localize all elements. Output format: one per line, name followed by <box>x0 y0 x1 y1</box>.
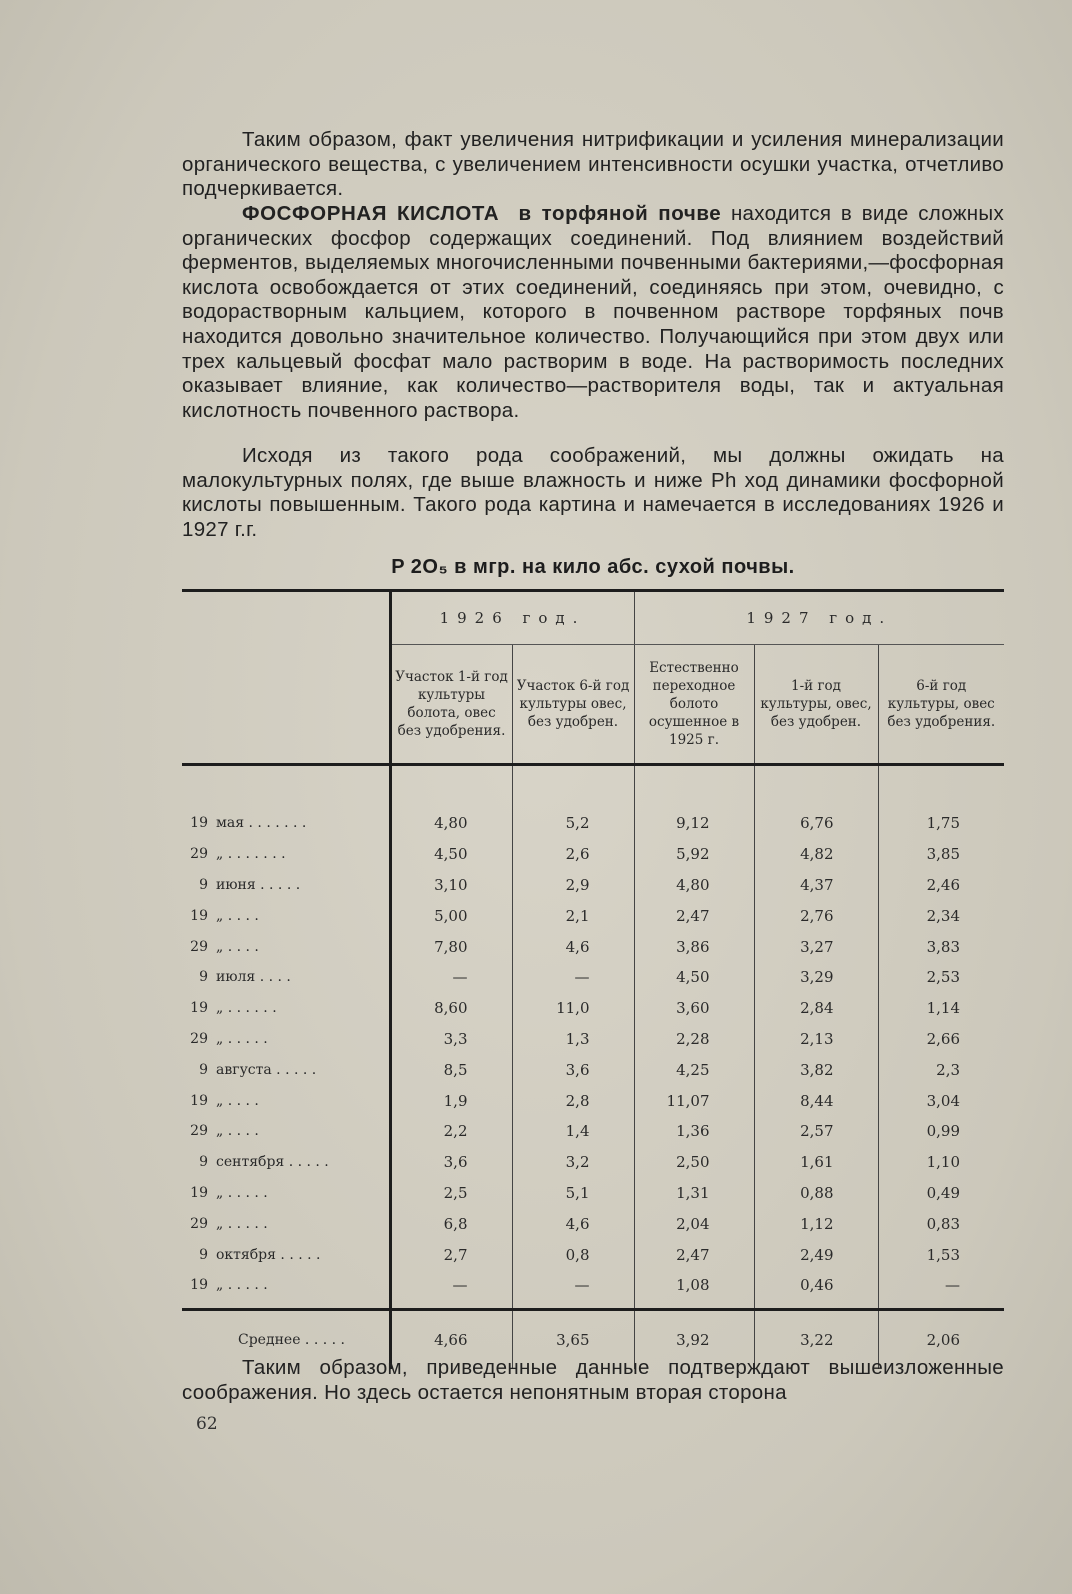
col-header-1926-plot1: Участок 1-й год культуры болота, овес без удобрения. <box>390 645 512 765</box>
paragraph-4-text: Таким образом, приведенные данные подтверждают вышеизложенные соображения. Но здесь остается непонятным вторая сторона <box>182 1356 1004 1404</box>
table-cell: 8,5 <box>390 1054 512 1085</box>
date-month: „ . . . . <box>216 938 259 955</box>
date-month: „ . . . . . . . <box>216 846 286 863</box>
table-cell: 1,3 <box>512 1024 634 1055</box>
col-header-1927-year1: 1-й год культуры, овес, без удобрен. <box>754 645 878 765</box>
table-cell: 2,6 <box>512 839 634 870</box>
table-cell: 2,46 <box>878 870 1004 901</box>
table-cell: 2,66 <box>878 1024 1004 1055</box>
table-cell: 2,2 <box>390 1116 512 1147</box>
table-row <box>182 993 1004 1024</box>
table-cell: 3,86 <box>634 931 754 962</box>
date-label <box>182 1270 390 1309</box>
table-cell: 2,9 <box>512 870 634 901</box>
date-label <box>182 931 390 962</box>
date-day: 9 <box>199 1154 208 1171</box>
table-cell: 2,47 <box>634 900 754 931</box>
table-cell: 3,60 <box>634 993 754 1024</box>
table-cell: 1,10 <box>878 1147 1004 1178</box>
table-cell: 2,53 <box>878 962 1004 993</box>
table-cell: 3,82 <box>754 1054 878 1085</box>
stub-header <box>182 591 390 765</box>
spacer-row <box>182 765 1004 809</box>
table-caption: P 2O₅ в мгр. на кило абс. сухой почвы. <box>391 556 795 578</box>
col-header-1926-plot6: Участок 6-й год культуры овес, без удобрен. <box>512 645 634 765</box>
date-month: „ . . . . . <box>216 1277 268 1294</box>
table-cell: 11,07 <box>634 1085 754 1116</box>
date-label <box>182 1147 390 1178</box>
date-label <box>182 808 390 839</box>
table-row <box>182 1024 1004 1055</box>
table-cell: 2,50 <box>634 1147 754 1178</box>
date-day: 19 <box>190 1000 208 1017</box>
table-cell: 0,49 <box>878 1178 1004 1209</box>
table-cell: 0,88 <box>754 1178 878 1209</box>
date-day: 29 <box>190 938 208 955</box>
col-header-1927-year6: 6-й год культуры, овес без удобрения. <box>878 645 1004 765</box>
table-row <box>182 1178 1004 1209</box>
table-cell: 2,34 <box>878 900 1004 931</box>
table-cell: 2,28 <box>634 1024 754 1055</box>
average-value: 3,22 <box>754 1309 878 1369</box>
date-month: „ . . . . . <box>216 1215 268 1232</box>
paragraph-4 <box>182 1356 1004 1405</box>
date-month: октября . . . . . <box>216 1246 321 1263</box>
table-cell: 4,50 <box>390 839 512 870</box>
table-cell: — <box>512 1270 634 1309</box>
date-month: „ . . . . <box>216 1123 259 1140</box>
table-row <box>182 931 1004 962</box>
table-cell: — <box>390 1270 512 1309</box>
date-month: августа . . . . . <box>216 1061 317 1078</box>
date-month: июля . . . . <box>216 969 291 986</box>
table-row <box>182 1239 1004 1270</box>
paragraph-3 <box>182 444 1004 542</box>
table-cell: 1,4 <box>512 1116 634 1147</box>
paragraph-2-text: находится в виде сложных органических фосфор содержащих соединений. Под влиянием воздействий ферментов, выделяемых многочисленными почвенными бактериями,—фосфорная кислота освобождается от этих соединений, соединяясь при этом, очевидно, с водорастворным кальцием, которого в почвенном растворе торфяных почв находится довольно значительное количество. Получающийся при этом двух или трех кальцевый фосфат мало растворим в воде. На растворимость последних оказывает влияние, как количество—растворителя воды, так и актуальная кислотность почвенного раствора. <box>182 202 1004 422</box>
table-cell: 4,37 <box>754 870 878 901</box>
date-label <box>182 1024 390 1055</box>
table-cell: 2,8 <box>512 1085 634 1116</box>
date-day: 19 <box>190 1092 208 1109</box>
table-cell: 9,12 <box>634 808 754 839</box>
date-day: 19 <box>190 1277 208 1294</box>
table-cell: 4,6 <box>512 931 634 962</box>
table-row <box>182 962 1004 993</box>
date-day: 29 <box>190 1123 208 1140</box>
table-row <box>182 870 1004 901</box>
date-label <box>182 839 390 870</box>
table-cell: 1,36 <box>634 1116 754 1147</box>
table-cell: 2,13 <box>754 1024 878 1055</box>
table-cell: 2,7 <box>390 1239 512 1270</box>
year-1926-header: 1926 год. <box>390 591 634 645</box>
date-day: 29 <box>190 1215 208 1232</box>
average-value: 2,06 <box>878 1309 1004 1369</box>
date-day: 9 <box>199 969 208 986</box>
table-cell: 2,04 <box>634 1208 754 1239</box>
date-label <box>182 1239 390 1270</box>
table-cell: — <box>390 962 512 993</box>
table-cell: 3,6 <box>512 1054 634 1085</box>
table-cell: 3,29 <box>754 962 878 993</box>
table-row <box>182 900 1004 931</box>
paragraph-1 <box>182 128 1004 202</box>
date-day: 29 <box>190 1030 208 1047</box>
table-cell: 4,80 <box>390 808 512 839</box>
date-day: 9 <box>199 1061 208 1078</box>
table-cell: 2,1 <box>512 900 634 931</box>
date-month: сентября . . . . . <box>216 1154 329 1171</box>
table-cell: 0,99 <box>878 1116 1004 1147</box>
table-cell: 4,25 <box>634 1054 754 1085</box>
table-cell: 8,44 <box>754 1085 878 1116</box>
table-cell: 5,92 <box>634 839 754 870</box>
table-cell: 0,83 <box>878 1208 1004 1239</box>
date-month: июня . . . . . <box>216 876 301 893</box>
date-label <box>182 870 390 901</box>
table-cell: 1,12 <box>754 1208 878 1239</box>
date-day: 29 <box>190 846 208 863</box>
table-cell: 2,49 <box>754 1239 878 1270</box>
average-value: 3,65 <box>512 1309 634 1369</box>
date-day: 19 <box>190 815 208 832</box>
paragraph-1-text: Таким образом, факт увеличения нитрификации и усиления минерализации органического вещества, с увеличением интенсивности осушки участка, отчетливо подчеркивается. <box>182 128 1004 201</box>
table-cell: 3,10 <box>390 870 512 901</box>
table-cell: 3,04 <box>878 1085 1004 1116</box>
table-row <box>182 1054 1004 1085</box>
phosphoric-acid-table <box>182 589 1004 1369</box>
table-cell: 2,84 <box>754 993 878 1024</box>
average-label: Среднее . . . . . <box>182 1309 390 1369</box>
date-day: 9 <box>199 876 208 893</box>
table-row <box>182 808 1004 839</box>
table-cell: 4,80 <box>634 870 754 901</box>
table-cell: 5,1 <box>512 1178 634 1209</box>
table-cell: 3,6 <box>390 1147 512 1178</box>
date-label <box>182 1208 390 1239</box>
table-cell: 1,61 <box>754 1147 878 1178</box>
table-cell: 3,85 <box>878 839 1004 870</box>
table-cell: 6,76 <box>754 808 878 839</box>
col-header-1927-natural: Естественно переходное болото осушенное в 1925 г. <box>634 645 754 765</box>
table-cell: 8,60 <box>390 993 512 1024</box>
table-cell: 4,6 <box>512 1208 634 1239</box>
table-cell: 5,00 <box>390 900 512 931</box>
table-cell: 1,14 <box>878 993 1004 1024</box>
table-cell: 3,27 <box>754 931 878 962</box>
table-cell: 2,57 <box>754 1116 878 1147</box>
table-row <box>182 839 1004 870</box>
average-value: 3,92 <box>634 1309 754 1369</box>
date-label <box>182 993 390 1024</box>
date-month: „ . . . . <box>216 1092 259 1109</box>
table-cell: 2,76 <box>754 900 878 931</box>
table-cell: 1,9 <box>390 1085 512 1116</box>
table-cell: 1,08 <box>634 1270 754 1309</box>
table-cell: — <box>878 1270 1004 1309</box>
table-cell: 0,8 <box>512 1239 634 1270</box>
paragraph-3-text: Исходя из такого рода соображений, мы должны ожидать на малокультурных полях, где выше влажность и ниже Ph ход динамики фосфорной кислоты повышенным. Такого рода картина и намечается в исследованиях 1926 и 1927 г.г. <box>182 444 1004 541</box>
date-label <box>182 962 390 993</box>
date-month: „ . . . . . . <box>216 1000 277 1017</box>
table-row <box>182 1116 1004 1147</box>
table-cell: 7,80 <box>390 931 512 962</box>
peat-soil-phrase: в торфяной почве <box>518 202 722 225</box>
date-day: 19 <box>190 1184 208 1201</box>
table-cell: 1,31 <box>634 1178 754 1209</box>
date-label <box>182 1085 390 1116</box>
table-cell: 4,82 <box>754 839 878 870</box>
table-cell: 0,46 <box>754 1270 878 1309</box>
table-cell: 6,8 <box>390 1208 512 1239</box>
table-cell: — <box>512 962 634 993</box>
date-label <box>182 900 390 931</box>
page-number: 62 <box>196 1414 218 1434</box>
table-cell: 3,3 <box>390 1024 512 1055</box>
year-header-row <box>182 591 1004 645</box>
table-row <box>182 1085 1004 1116</box>
table-cell: 3,2 <box>512 1147 634 1178</box>
date-month: мая . . . . . . . <box>216 815 307 832</box>
table-cell: 4,50 <box>634 962 754 993</box>
date-month: „ . . . . . <box>216 1030 268 1047</box>
phosphoric-acid-heading: ФОСФОРНАЯ КИСЛОТА <box>242 202 500 225</box>
date-day: 9 <box>199 1246 208 1263</box>
table-cell: 2,47 <box>634 1239 754 1270</box>
date-month: „ . . . . <box>216 907 259 924</box>
table-row <box>182 1208 1004 1239</box>
average-value: 4,66 <box>390 1309 512 1369</box>
table-cell: 5,2 <box>512 808 634 839</box>
date-day: 19 <box>190 907 208 924</box>
date-label <box>182 1054 390 1085</box>
date-label <box>182 1178 390 1209</box>
table-cell: 2,5 <box>390 1178 512 1209</box>
table-cell: 1,75 <box>878 808 1004 839</box>
table-cell: 11,0 <box>512 993 634 1024</box>
date-month: „ . . . . . <box>216 1184 268 1201</box>
table-row <box>182 1270 1004 1309</box>
date-label <box>182 1116 390 1147</box>
year-1927-header: 1927 год. <box>634 591 1004 645</box>
table-cell: 3,83 <box>878 931 1004 962</box>
table-cell: 1,53 <box>878 1239 1004 1270</box>
table-cell: 2,3 <box>878 1054 1004 1085</box>
paragraph-2 <box>182 202 1004 423</box>
table-row <box>182 1147 1004 1178</box>
